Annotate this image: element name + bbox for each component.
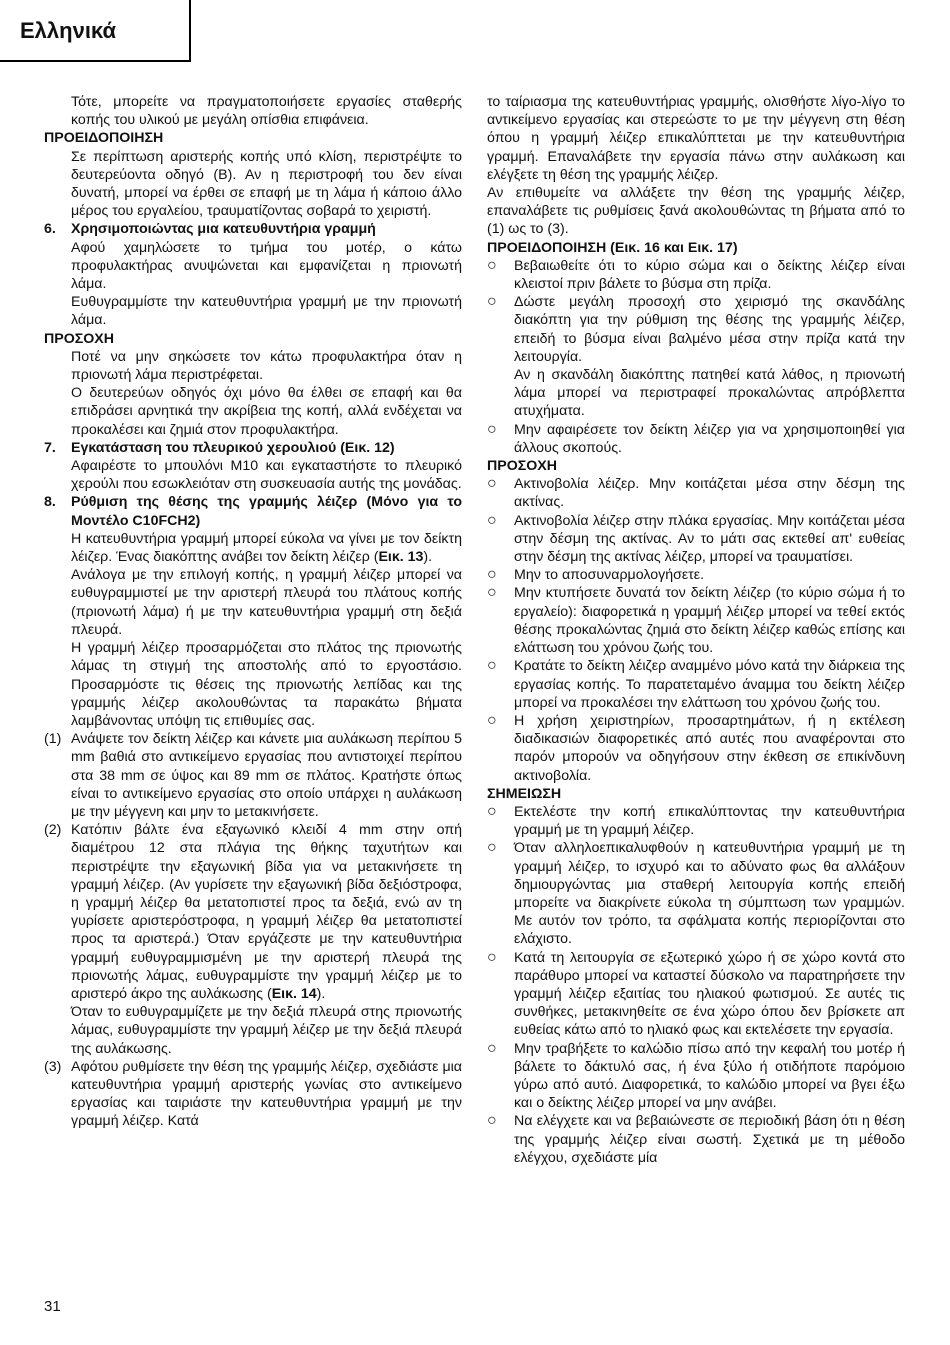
section-6-heading	[44, 220, 462, 238]
section-number: 7.	[44, 439, 56, 456]
circle-bullet-icon: ○	[487, 657, 497, 675]
paragraph: Αν η σκανδάλη διακόπτης πατηθεί κατά λάθος, η πριονωτή λάμα μπορεί να περιστραφεί προκαλώντας απρόβλεπτα ατυχήματα.	[514, 367, 905, 420]
step-text: Ανάψετε τον δείκτη λέιζερ και κάνετε μια αυλάκωση περίπου 5 mm βαθιά στο αντικείμενο εργασίας που αντιστοιχεί περίπου στα 38 mm σε ύψος και 89 mm σε πλάτος. Κρατήστε όπως είναι το αντικείμενο εργασίας στο οποίο υπάρχει η αυλάκωση με την μέγγενη και μην το μετακινήσετε.	[71, 731, 462, 820]
section-title: Χρησιμοποιώντας μια κατευθυντήρια γραμμή	[71, 221, 376, 238]
section-7-heading	[44, 439, 462, 457]
paragraph: Αν επιθυμείτε να αλλάξετε την θέση της γραμμής λέιζερ, επαναλάβετε τις ρυθμίσεις ξανά ακολουθώντας τη βήματα από το (1) ως το (3).	[487, 185, 905, 238]
circle-bullet-icon: ○	[487, 948, 497, 966]
step-2	[44, 821, 462, 1003]
circle-bullet-icon: ○	[487, 584, 497, 602]
caution-text: Ποτέ να μην σηκώσετε τον κάτω προφυλακτήρα όταν η πριονωτή λάμα περιστρέφεται.	[71, 348, 462, 384]
warning-heading: ΠΡΟΕΙΔΟΠΟΙΗΣΗ	[44, 130, 164, 147]
list-item	[487, 257, 905, 293]
language-label: Ελληνικά	[20, 18, 116, 43]
list-item-text: Ακτινοβολία λέιζερ στην πλάκα εργασίας. Μην κοιτάζεται μέσα στην δέσμη της ακτίνας. Αν το μάτι σας εκτεθεί απ' ευθείας στην δέσμη της ακτίνας λέιζερ, μπορεί να τραυματίσει.	[514, 512, 905, 566]
figure-ref: Εικ. 14	[271, 985, 317, 1002]
paragraph: Αφού χαμηλώσετε το τμήμα του μοτέρ, ο κάτω προφυλακτήρας ανυψώνεται και εμφανίζεται η πριονωτή λάμα.	[71, 239, 462, 293]
step-text: Αφότου ρυθμίσετε την θέση της γραμμής λέιζερ, σχεδιάστε μια κατευθυντήρια γραμμή αριστερής γωνίας στο αντικείμενο εργασίας και ταιριάστε την κατευθυντήρια γραμμή με την γραμμή λέιζερ. Κατά	[71, 1058, 462, 1130]
step-text	[71, 821, 462, 1003]
paragraph: Όταν το ευθυγραμμίζετε με την δεξιά πλευρά στης πριονωτής λάμας, ευθυγραμμίστε την γραμμή λέιζερ με την δεξιά πλευρά της αυλάκωσης.	[71, 1004, 462, 1057]
circle-bullet-icon: ○	[487, 802, 497, 820]
caution-heading: ΠΡΟΣΟΧΗ	[487, 458, 558, 475]
list-item	[487, 657, 905, 712]
list-item-text: Ακτινοβολία λέιζερ. Μην κοιτάζεται μέσα στην δέσμη της ακτίνας.	[514, 476, 905, 511]
list-item	[487, 584, 905, 657]
circle-bullet-icon: ○	[487, 566, 497, 584]
page-number: 31	[44, 1298, 61, 1315]
circle-bullet-icon: ○	[487, 475, 497, 493]
list-item	[487, 293, 905, 366]
list-item-text: Η χρήση χειριστηρίων, προσαρτημάτων, ή η εκτέλεση διαδικασιών διαφορετικές από αυτές που αναφέρονται στο παρόν μπορούν να οδηγήσουν στην έκθεση σε επικίνδυνη ακτινοβολία.	[514, 712, 905, 784]
list-item	[487, 512, 905, 567]
list-item	[487, 475, 905, 511]
text: ).	[423, 549, 433, 566]
step-number: (1)	[44, 731, 62, 748]
paragraph: Ευθυγραμμίστε την κατευθυντήρια γραμμή με την πριονωτή λάμα.	[71, 294, 462, 329]
list-item-text: Μην αφαιρέσετε τον δείκτη λέιζερ για να χρησιμοποιηθεί για άλλους σκοπούς.	[514, 421, 905, 456]
list-item-text: Μην τραβήξετε το καλώδιο πίσω από την κεφαλή του μοτέρ ή βάλετε το δάκτυλό σας, ή ένα ξύλο ή οτιδήποτε παρόμοιο γύρω από αυτό. Διαφορετικά, το καλώδιο μπορεί να βγει έξω και ο δείκτης λέιζερ μπορεί να μην ανάβει.	[514, 1040, 905, 1112]
step-3	[44, 1058, 462, 1131]
figure-ref: Εικ. 13	[378, 549, 424, 566]
step-1	[44, 730, 462, 821]
circle-bullet-icon: ○	[487, 1039, 497, 1057]
circle-bullet-icon: ○	[487, 711, 497, 729]
caution-text: Ο δευτερεύων οδηγός όχι μόνο θα έλθει σε επαφή και θα επιδράσει αρνητικά την ακρίβεια της κοπή, αλλά ενδέχεται να προκαλέσει και ζημιά στον προφυλακτήρα.	[71, 385, 462, 438]
warning-heading: ΠΡΟΕΙΔΟΠΟΙΗΣΗ (Εικ. 16 και Εικ. 17)	[487, 239, 738, 256]
circle-bullet-icon: ○	[487, 420, 497, 438]
note-heading: ΣΗΜΕΙΩΣΗ	[487, 785, 562, 802]
warning-text: Σε περίπτωση αριστερής κοπής υπό κλίση, περιστρέψτε το δευτερεύοντα οδηγό (B). Αν η περιστροφή του δεν είναι δυνατή, μπορεί να έρθει σε επαφή με τη λάμα ή κάποιο άλλο μέρος του εργαλείου, τραυματίζοντας σοβαρά το χειριστή.	[71, 148, 462, 220]
list-item	[487, 803, 905, 839]
circle-bullet-icon: ○	[487, 293, 497, 311]
paragraph: Τότε, μπορείτε να πραγματοποιήσετε εργασίες σταθερής κοπής του υλικού με μεγάλη οπίσθια επιφάνεια.	[71, 94, 462, 129]
list-item-text: Δώστε μεγάλη προσοχή στο χειρισμό της σκανδάλης διακόπτη για την ρύθμιση της θέσης της γραμμής λέιζερ, επειδή το βύσμα είναι βαλμένο μέσα στην πρίζα κατά την λειτουργία.	[514, 294, 905, 365]
list-item-text: Να ελέγχετε και να βεβαιώνεστε σε περιοδική βάση ότι η θέση της γραμμής λέιζερ είναι σωστή. Σχετικά με τη μέθοδο ελέγχου, σχεδιάστε μία	[514, 1113, 905, 1166]
paragraph: Ανάλογα με την επιλογή κοπής, η γραμμή λέιζερ μπορεί να ευθυγραμμιστεί με την αριστερή πλευρά του πλάτους κοπής (πριονωτή λάμα) ή με την κατευθυντήρια γραμμή στη δεξιά πλευρά.	[71, 567, 462, 638]
circle-bullet-icon: ○	[487, 1112, 497, 1130]
paragraph	[44, 530, 462, 566]
section-title: Εγκατάσταση του πλευρικού χερουλιού (Εικ. 12)	[71, 439, 395, 456]
step-number: (2)	[44, 822, 62, 839]
list-item	[487, 1040, 905, 1113]
caution-heading: ΠΡΟΣΟΧΗ	[44, 330, 115, 347]
list-item	[487, 1112, 905, 1167]
paragraph: Η γραμμή λέιζερ προσαρμόζεται στο πλάτος της πριονωτής λάμας τη στιγμή της αποστολής από το εργοστάσιο. Προσαρμόστε τις θέσεις της πριονωτής λεπίδας και της γραμμής λέιζερ ακολουθώντας τα παρακάτω βήματα λαμβάνοντας υπόψη τις επιθυμίες σας.	[71, 640, 462, 729]
list-item-text: Κρατάτε το δείκτη λέιζερ αναμμένο μόνο κατά την διάρκεια της εργασίας κοπής. Το παρατεταμένο άναμμα του δείκτη λέιζερ μπορεί να προκαλέσει την ελάττωση του χρόνου ζωής του.	[514, 658, 905, 711]
circle-bullet-icon: ○	[487, 511, 497, 529]
paragraph: το ταίριασμα της κατευθυντήριας γραμμής, ολισθήστε λίγο-λίγο το αντικείμενο εργασίας και στερεώστε το με την μέγγενη στη θέση όπου η γραμμή λέιζερ επικαλύπτεται με την κατευθυντήρια γραμμή. Επαναλάβετε την εργασία πάνω στην αυλάκωση και ελέγξετε τη θέση της γραμμής λέιζερ.	[487, 94, 905, 183]
list-item-text: Βεβαιωθείτε ότι το κύριο σώμα και ο δείκτης λέιζερ είναι κλειστοί πριν βάλετε το βύσμα στη πρίζα.	[514, 257, 905, 293]
circle-bullet-icon: ○	[487, 839, 497, 857]
text: ).	[316, 985, 326, 1002]
left-column	[44, 93, 462, 1131]
list-item	[487, 949, 905, 1040]
list-item	[487, 566, 905, 584]
text: Η κατευθυντήρια γραμμή μπορεί εύκολα να γίνει με τον δείκτη λέιζερ. Ένας διακόπτης ανάβει τον δείκτη λέιζερ (	[71, 530, 462, 566]
list-item-text: Κατά τη λειτουργία σε εξωτερικό χώρο ή σε χώρο κοντά στο παράθυρο μπορεί να καταστεί δύσκολο να παρατηρήσετε την γραμμή λέιζερ εξαιτίας του ηλιακού φωτισμού. Σε αυτές τις συνθήκες, μετακινηθείτε σε ένα χώρο όπου δεν βρίσκετε απ ευθείας κάτω από το ηλιακό φως και εκτελέσετε την εργασία.	[514, 949, 905, 1039]
list-item	[487, 839, 905, 948]
step-number: (3)	[44, 1058, 62, 1075]
list-item	[487, 421, 905, 457]
list-item-text: Μην το αποσυναρμολογήσετε.	[514, 567, 705, 584]
circle-bullet-icon: ○	[487, 256, 497, 274]
list-item-text: Όταν αλληλοεπικαλυφθούν η κατευθυντήρια γραμμή με τη γραμμή λέιζερ, το ισχυρό και το αδύνατο φως θα αλλάξουν δημιουργώντας μια σταθερή λειτουργία κοπής επειδή μπορείτε να διακρίνετε εύκολα τη σύμπτωση των γραμμών. Με αυτόν τον τρόπο, τα σφάλματα κοπής περιορίζονται στο ελάχιστο.	[514, 840, 905, 948]
section-number: 6.	[44, 221, 56, 238]
language-tab	[0, 0, 191, 62]
section-8-heading	[44, 493, 462, 529]
text: Κατόπιν βάλτε ένα εξαγωνικό κλειδί 4 mm στην οπή διαμέτρου 12 στα πλάγια της θήκης ταχυτήτων και περιστρέψτε την εξαγωνική βίδα για να μετακινήσετε τη γραμμή λέιζερ. (Αν γυρίσετε την εξαγωνική βίδα δεξιόστροφα, η γραμμή λέιζερ θα μετατοπιστεί προς τα δεξιά, ενώ αν τη γυρίσετε αριστερόστροφα, η γραμμή λέιζερ θα μετατοπιστεί προς τα αριστερά.) Όταν εργάζεστε με την κατευθυντήρια γραμμή ευθυγραμμισμένη με την αριστερή πλευρά της πριονωτής λάμας, ευθυγραμμίστε την γραμμή λέιζερ με το αριστερό άκρο της αυλάκωσης (	[71, 822, 462, 1002]
list-item-text: Μην κτυπήσετε δυνατά τον δείκτη λέιζερ (το κύριο σώμα ή το εργαλείο): διαφορετικά η γραμμή λέιζερ μπορεί να τεθεί εκτός θέσης προκαλώντας ζημιά στο δείκτη λέιζερ καθώς επίσης και ελάττωση του χρόνου ζωής του.	[514, 585, 905, 657]
list-item	[487, 712, 905, 785]
list-item-text: Εκτελέστε την κοπή επικαλύπτοντας την κατευθυντήρια γραμμή με τη γραμμή λέιζερ.	[514, 803, 905, 839]
right-column	[487, 93, 905, 1167]
section-number: 8.	[44, 494, 56, 511]
section-title: Ρύθμιση της θέσης της γραμμής λέιζερ (Μόνο για το Μοντέλο C10FCH2)	[71, 494, 462, 529]
paragraph: Αφαιρέστε το μπουλόνι M10 και εγκαταστήστε το πλευρικό χερούλι που εσωκλειόταν στη συσκευασία αυτής της μονάδας.	[71, 458, 462, 493]
